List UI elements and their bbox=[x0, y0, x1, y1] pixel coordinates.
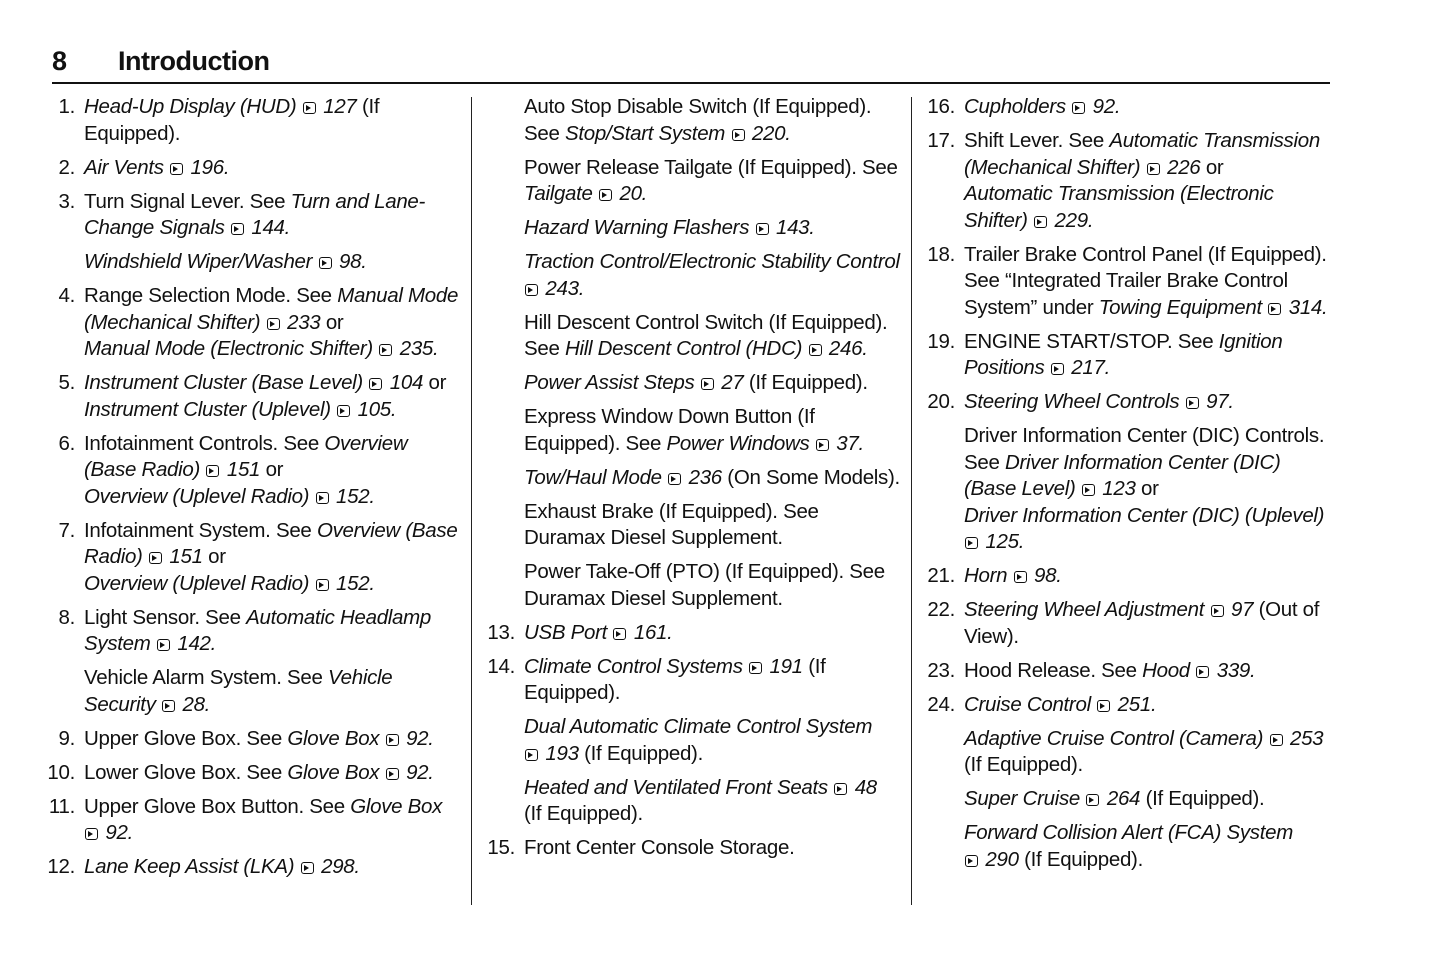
page-reference-arrow-icon bbox=[599, 189, 612, 201]
list-subitem bbox=[485, 310, 900, 363]
list-item-12 bbox=[45, 854, 460, 881]
item-link-text[interactable]: Overview (Uplevel Radio) bbox=[84, 571, 310, 595]
item-text: . bbox=[578, 276, 585, 300]
page-ref[interactable]: 92 bbox=[1092, 95, 1115, 118]
list-subitem bbox=[485, 775, 900, 828]
page-header bbox=[0, 0, 1445, 90]
list-item-19 bbox=[925, 329, 1330, 382]
page-reference-arrow-icon bbox=[301, 862, 314, 874]
page-ref[interactable]: 48 bbox=[854, 775, 877, 799]
page-reference-arrow-icon bbox=[170, 163, 183, 175]
item-text: . bbox=[210, 632, 217, 655]
item-text: . bbox=[428, 760, 434, 784]
item-number: 5. bbox=[58, 371, 75, 394]
item-link-text[interactable]: Lane Keep Assist (LKA) bbox=[84, 855, 295, 878]
page-reference-arrow-icon bbox=[1072, 102, 1085, 114]
page-ref[interactable]: 27 bbox=[721, 371, 744, 394]
item-text: Infotainment System. See bbox=[84, 518, 317, 542]
list-item-11 bbox=[45, 794, 460, 847]
item-link-text[interactable]: Overview (Uplevel Radio) bbox=[84, 484, 310, 508]
item-text: . bbox=[667, 620, 673, 644]
page-ref[interactable]: 97 bbox=[1206, 390, 1229, 413]
item-number: 15. bbox=[487, 836, 515, 859]
item-link-text[interactable]: Power Assist Steps bbox=[524, 371, 695, 394]
page-reference-arrow-icon bbox=[1082, 484, 1095, 496]
page-reference-arrow-icon bbox=[816, 439, 829, 451]
page-reference-arrow-icon bbox=[386, 768, 399, 780]
list-item-20 bbox=[925, 389, 1330, 416]
item-number: 3. bbox=[58, 189, 75, 213]
item-text: Front Center Console Storage. bbox=[524, 836, 795, 859]
column-2 bbox=[485, 94, 900, 869]
page-reference-arrow-icon bbox=[965, 855, 978, 867]
item-number: 11. bbox=[48, 794, 75, 818]
list-item-4 bbox=[45, 283, 460, 363]
item-text: (If Equipped). bbox=[84, 95, 380, 145]
page-reference-arrow-icon bbox=[267, 318, 280, 330]
item-link-text[interactable]: Driver Information Center (DIC) (Uplevel) bbox=[964, 503, 1325, 527]
list-item-14 bbox=[485, 654, 900, 707]
item-number: 22. bbox=[927, 598, 955, 621]
item-text: . bbox=[428, 726, 434, 750]
list-item-10 bbox=[45, 760, 460, 787]
list-item-3 bbox=[45, 189, 460, 242]
item-link-text[interactable]: Instrument Cluster (Uplevel) bbox=[84, 397, 331, 421]
page-reference-arrow-icon bbox=[809, 344, 822, 356]
item-text: . bbox=[1228, 390, 1234, 413]
item-link-text[interactable]: Heated and Ventilated Front Seats bbox=[524, 775, 828, 799]
page-reference-arrow-icon bbox=[316, 579, 329, 591]
item-text: Trailer Brake Control Panel (If Equipped). See “Integrated Trailer Brake Control System” under bbox=[964, 242, 1327, 319]
list-item-13 bbox=[485, 620, 900, 647]
list-subitem bbox=[485, 465, 900, 492]
page-ref[interactable]: 37 bbox=[836, 431, 859, 455]
item-text: . bbox=[641, 182, 648, 205]
item-text: Shift Lever. See bbox=[964, 129, 1110, 152]
item-text: Exhaust Brake (If Equipped). See Duramax Diesel Supplement. bbox=[524, 499, 819, 549]
item-text: . bbox=[127, 821, 134, 844]
page-ref[interactable]: 98 bbox=[339, 250, 362, 273]
page-ref[interactable]: 125 bbox=[985, 530, 1019, 553]
column-divider-1 bbox=[471, 97, 472, 905]
item-link-text[interactable]: Automatic Headlamp System bbox=[84, 605, 432, 655]
item-link-text[interactable]: Stop/Start System bbox=[564, 121, 726, 145]
item-text: (If Equipped). bbox=[743, 371, 868, 394]
page-ref[interactable]: 28 bbox=[182, 692, 205, 716]
page-ref[interactable]: 97 bbox=[1230, 598, 1254, 621]
item-number: 17. bbox=[927, 129, 955, 152]
item-number: 10. bbox=[47, 760, 75, 784]
list-item-1 bbox=[45, 94, 460, 147]
page-ref[interactable]: 161 bbox=[633, 620, 668, 644]
item-text: (On Some Models). bbox=[721, 465, 900, 489]
list-subitem bbox=[45, 249, 460, 276]
list-item-18 bbox=[925, 242, 1330, 322]
column-3 bbox=[925, 94, 1330, 881]
item-text: (If Equipped). bbox=[578, 741, 703, 765]
list-subitem bbox=[485, 249, 900, 302]
item-text: (If Equipped). bbox=[524, 654, 826, 704]
page-ref[interactable]: 191 bbox=[769, 654, 803, 678]
item-link-text[interactable]: Overview (Base Radio) bbox=[84, 518, 458, 568]
page-ref[interactable]: 298 bbox=[321, 855, 355, 878]
list-subitem bbox=[925, 726, 1330, 779]
page-ref[interactable]: 92 bbox=[406, 726, 429, 750]
item-link-text[interactable]: Hazard Warning Flashers bbox=[524, 216, 750, 239]
page-reference-arrow-icon bbox=[1268, 303, 1281, 315]
page-reference-arrow-icon bbox=[162, 700, 175, 712]
item-link-text[interactable]: USB Port bbox=[524, 620, 608, 644]
item-number: 13. bbox=[487, 620, 515, 644]
list-subitem bbox=[485, 215, 900, 242]
item-number: 16. bbox=[927, 95, 955, 118]
item-text: (If Equipped). bbox=[1140, 787, 1265, 810]
item-link-text[interactable]: Glove Box bbox=[287, 726, 380, 750]
item-link-text[interactable]: Adaptive Cruise Control (Camera) bbox=[964, 726, 1264, 750]
item-text: . bbox=[858, 431, 864, 455]
item-link-text[interactable]: Vehicle Security bbox=[84, 666, 393, 716]
page-reference-arrow-icon bbox=[85, 828, 98, 840]
list-item-16 bbox=[925, 94, 1330, 121]
item-text: . bbox=[1018, 530, 1025, 553]
item-link-text[interactable]: Traction Control/Electronic Stability Control bbox=[524, 250, 900, 273]
page-reference-arrow-icon bbox=[732, 129, 745, 141]
item-number: 20. bbox=[927, 390, 955, 413]
page-reference-arrow-icon bbox=[149, 552, 162, 564]
page-ref[interactable]: 217 bbox=[1071, 356, 1105, 379]
item-link-text[interactable]: Head-Up Display (HUD) bbox=[84, 95, 297, 118]
item-link-text[interactable]: Automatic Transmission (Mechanical Shifter) bbox=[964, 129, 1320, 179]
item-text: Lower Glove Box. See bbox=[84, 760, 288, 784]
list-item-2 bbox=[45, 155, 460, 182]
item-number: 24. bbox=[927, 692, 955, 716]
list-item-15 bbox=[485, 835, 900, 862]
item-number: 6. bbox=[58, 431, 75, 455]
list-subitem bbox=[485, 404, 900, 457]
item-text: . bbox=[1104, 356, 1111, 379]
item-text: . bbox=[204, 692, 211, 716]
item-text: . bbox=[1056, 564, 1062, 587]
item-text: or bbox=[202, 545, 226, 568]
item-number: 12. bbox=[47, 855, 75, 878]
page-reference-arrow-icon bbox=[965, 537, 978, 549]
item-text: . bbox=[1250, 658, 1256, 682]
page-reference-arrow-icon bbox=[1034, 216, 1047, 228]
item-link-text[interactable]: Climate Control Systems bbox=[524, 654, 743, 678]
page-reference-arrow-icon bbox=[206, 465, 219, 477]
item-number: 21. bbox=[927, 564, 955, 587]
list-item-17 bbox=[925, 128, 1330, 234]
list-item-8 bbox=[45, 605, 460, 658]
item-link-text[interactable]: Turn and Lane-Change Signals bbox=[84, 189, 426, 239]
page-ref[interactable]: 123 bbox=[1102, 477, 1136, 500]
item-link-text[interactable]: Cruise Control bbox=[964, 692, 1091, 716]
page-ref[interactable]: 253 bbox=[1289, 726, 1324, 750]
item-text: . bbox=[862, 337, 868, 360]
item-text: ENGINE START/STOP. See bbox=[964, 329, 1219, 353]
page-reference-arrow-icon bbox=[157, 639, 170, 651]
page-ref[interactable]: 92 bbox=[105, 821, 128, 844]
page-reference-arrow-icon bbox=[369, 378, 382, 390]
page-reference-arrow-icon bbox=[1211, 605, 1224, 617]
page-reference-arrow-icon bbox=[525, 749, 538, 761]
item-text: Vehicle Alarm System. See bbox=[84, 666, 329, 689]
item-link-text[interactable]: Manual Mode (Electronic Shifter) bbox=[84, 337, 373, 360]
item-number: 19. bbox=[927, 329, 955, 353]
item-text: (If Equipped). bbox=[964, 753, 1083, 776]
page-ref[interactable]: 246 bbox=[828, 337, 863, 360]
page-reference-arrow-icon bbox=[319, 257, 332, 269]
item-link-text[interactable]: Automatic Transmission (Electronic Shifter) bbox=[964, 182, 1274, 232]
item-number: 18. bbox=[927, 242, 955, 266]
item-link-text[interactable]: Forward Collision Alert (FCA) System bbox=[964, 821, 1294, 844]
item-text: or bbox=[320, 310, 344, 334]
item-text: or bbox=[1135, 477, 1159, 500]
item-text: (If Equipped). bbox=[524, 802, 643, 825]
page-reference-arrow-icon bbox=[525, 284, 538, 296]
item-text: Range Selection Mode. See bbox=[84, 284, 338, 307]
list-subitem bbox=[485, 499, 900, 552]
item-number: 7. bbox=[58, 518, 75, 542]
page-reference-arrow-icon bbox=[668, 473, 681, 485]
item-link-text[interactable]: Cupholders bbox=[964, 95, 1066, 118]
item-text: . bbox=[390, 397, 397, 421]
item-link-text[interactable]: Horn bbox=[964, 564, 1008, 587]
item-link-text[interactable]: Power Windows bbox=[666, 431, 810, 455]
page-ref[interactable]: 127 bbox=[323, 95, 357, 118]
item-text: or bbox=[423, 371, 447, 394]
item-link-text[interactable]: Tow/Haul Mode bbox=[524, 465, 662, 489]
list-item-9 bbox=[45, 726, 460, 753]
item-link-text[interactable]: Steering Wheel Controls bbox=[964, 390, 1180, 413]
item-text: . bbox=[433, 337, 439, 360]
page-reference-arrow-icon bbox=[316, 492, 329, 504]
page-reference-arrow-icon bbox=[386, 734, 399, 746]
page-ref[interactable]: 236 bbox=[688, 465, 722, 489]
page-reference-arrow-icon bbox=[1097, 700, 1110, 712]
item-link-text[interactable]: Super Cruise bbox=[964, 787, 1081, 810]
page-reference-arrow-icon bbox=[231, 223, 244, 235]
page-ref[interactable]: 104 bbox=[389, 371, 424, 394]
page-ref[interactable]: 196 bbox=[190, 155, 224, 179]
page-reference-arrow-icon bbox=[1051, 363, 1064, 375]
item-text: . bbox=[284, 216, 291, 239]
page-ref[interactable]: 143 bbox=[775, 216, 810, 239]
list-subitem bbox=[925, 820, 1330, 873]
item-link-text[interactable]: Instrument Cluster (Base Level) bbox=[84, 371, 363, 394]
item-text: or bbox=[260, 458, 284, 481]
item-text: (If Equipped). bbox=[1018, 847, 1143, 871]
page-ref[interactable]: 98 bbox=[1034, 564, 1057, 587]
item-link-text[interactable]: Towing Equipment bbox=[1098, 295, 1262, 319]
list-subitem bbox=[485, 559, 900, 612]
page-reference-arrow-icon bbox=[337, 405, 350, 417]
item-number: 2. bbox=[58, 155, 75, 179]
item-link-text[interactable]: Manual Mode (Mechanical Shifter) bbox=[84, 284, 459, 334]
page-reference-arrow-icon bbox=[303, 102, 316, 114]
item-link-text[interactable]: Glove Box bbox=[350, 794, 443, 818]
item-text: . bbox=[1150, 692, 1157, 716]
page-reference-arrow-icon bbox=[1014, 571, 1027, 583]
item-link-text[interactable]: Glove Box bbox=[287, 760, 380, 784]
list-subitem bbox=[925, 423, 1330, 556]
page-ref[interactable]: 314 bbox=[1288, 295, 1323, 319]
page-ref[interactable]: 105 bbox=[357, 397, 391, 421]
item-text: . bbox=[361, 250, 367, 273]
page-reference-arrow-icon bbox=[749, 662, 762, 674]
page-ref[interactable]: 243 bbox=[545, 276, 579, 300]
page-reference-arrow-icon bbox=[701, 378, 714, 390]
item-number: 14. bbox=[487, 654, 515, 678]
item-text: Auto Stop Disable Switch (If Equipped). See bbox=[524, 95, 872, 145]
page-ref[interactable]: 193 bbox=[545, 741, 579, 765]
page-ref[interactable]: 20 bbox=[619, 182, 642, 205]
list-item-5 bbox=[45, 370, 460, 423]
page-ref[interactable]: 92 bbox=[406, 760, 429, 784]
item-text: Turn Signal Lever. See bbox=[84, 189, 291, 213]
page-ref[interactable]: 151 bbox=[226, 458, 261, 481]
page-ref[interactable]: 226 bbox=[1167, 155, 1201, 179]
page-reference-arrow-icon bbox=[1147, 163, 1160, 175]
page-reference-arrow-icon bbox=[1186, 397, 1199, 409]
item-text: Upper Glove Box Button. See bbox=[84, 794, 351, 818]
list-item-21 bbox=[925, 563, 1330, 590]
list-subitem bbox=[485, 94, 900, 147]
column-divider-2 bbox=[911, 97, 912, 905]
item-text: . bbox=[1322, 295, 1328, 319]
header-divider bbox=[52, 82, 1330, 84]
page-ref[interactable]: 251 bbox=[1117, 692, 1151, 716]
item-link-text[interactable]: Steering Wheel Adjustment bbox=[964, 598, 1205, 621]
item-text: Hood Release. See bbox=[964, 658, 1143, 682]
item-number: 4. bbox=[58, 284, 75, 307]
page-reference-arrow-icon bbox=[379, 344, 392, 356]
page-ref[interactable]: 144 bbox=[251, 216, 285, 239]
section-title: Introduction bbox=[118, 46, 270, 76]
page-reference-arrow-icon bbox=[756, 223, 769, 235]
page-reference-arrow-icon bbox=[1270, 734, 1283, 746]
page-ref[interactable]: 220 bbox=[751, 121, 786, 145]
item-text: . bbox=[1087, 208, 1094, 232]
list-item-7 bbox=[45, 518, 460, 598]
item-link-text[interactable]: Ignition Positions bbox=[964, 329, 1283, 379]
item-link-text[interactable]: Driver Information Center (DIC) (Base Level) bbox=[964, 450, 1281, 500]
item-link-text[interactable]: Air Vents bbox=[84, 155, 164, 179]
page-ref[interactable]: 290 bbox=[985, 847, 1019, 871]
list-subitem bbox=[485, 155, 900, 208]
item-number: 1. bbox=[58, 95, 75, 118]
item-text: Power Take-Off (PTO) (If Equipped). See Duramax Diesel Supplement. bbox=[524, 560, 885, 610]
page-number: 8 bbox=[52, 46, 67, 76]
item-link-text[interactable]: Windshield Wiper/Washer bbox=[84, 250, 313, 273]
page-ref[interactable]: 151 bbox=[169, 545, 203, 568]
page-ref[interactable]: 339 bbox=[1216, 658, 1251, 682]
item-text: Infotainment Controls. See bbox=[84, 431, 325, 455]
item-text: Driver Information Center (DIC) Controls. See bbox=[964, 424, 1325, 474]
list-item-22 bbox=[925, 597, 1330, 650]
item-text: Light Sensor. See bbox=[84, 605, 247, 629]
item-text: Express Window Down Button (If Equipped). See bbox=[524, 405, 815, 455]
page-ref[interactable]: 142 bbox=[177, 632, 211, 655]
column-1 bbox=[45, 94, 460, 888]
page-ref[interactable]: 229 bbox=[1054, 208, 1088, 232]
page-reference-arrow-icon bbox=[834, 783, 847, 795]
page-ref[interactable]: 233 bbox=[287, 310, 321, 334]
item-text: . bbox=[369, 571, 375, 595]
item-text: . bbox=[1114, 95, 1121, 118]
page-ref[interactable]: 235 bbox=[399, 337, 434, 360]
item-link-text[interactable]: Dual Automatic Climate Control System bbox=[524, 715, 873, 738]
item-text: . bbox=[223, 155, 230, 179]
item-link-text[interactable]: Overview (Base Radio) bbox=[84, 431, 408, 481]
item-number: 23. bbox=[927, 658, 955, 682]
item-link-text[interactable]: Tailgate bbox=[524, 182, 593, 205]
item-link-text[interactable]: Hood bbox=[1142, 658, 1190, 682]
item-text: . bbox=[354, 855, 360, 878]
list-subitem bbox=[45, 665, 460, 718]
item-text: Power Release Tailgate (If Equipped). See bbox=[524, 155, 898, 179]
item-text: . bbox=[809, 216, 815, 239]
item-number: 8. bbox=[58, 605, 75, 629]
page-ref[interactable]: 152 bbox=[336, 484, 370, 508]
item-text: (Out of View). bbox=[964, 598, 1320, 648]
item-text: or bbox=[1200, 155, 1224, 179]
list-item-23 bbox=[925, 658, 1330, 685]
list-item-6 bbox=[45, 431, 460, 511]
list-item-24 bbox=[925, 692, 1330, 719]
page-ref[interactable]: 264 bbox=[1106, 787, 1141, 810]
page-reference-arrow-icon bbox=[613, 628, 626, 640]
list-subitem bbox=[485, 370, 900, 397]
page-reference-arrow-icon bbox=[1196, 666, 1209, 678]
item-link-text[interactable]: Hill Descent Control (HDC) bbox=[564, 337, 803, 360]
list-subitem bbox=[925, 786, 1330, 813]
item-text: Hill Descent Control Switch (If Equipped). See bbox=[524, 310, 888, 360]
list-subitem bbox=[485, 714, 900, 767]
item-text: . bbox=[369, 484, 375, 508]
page-ref[interactable]: 152 bbox=[336, 571, 370, 595]
item-number: 9. bbox=[58, 726, 75, 750]
item-text: Upper Glove Box. See bbox=[84, 726, 288, 750]
page-reference-arrow-icon bbox=[1086, 794, 1099, 806]
item-text: . bbox=[785, 121, 791, 145]
